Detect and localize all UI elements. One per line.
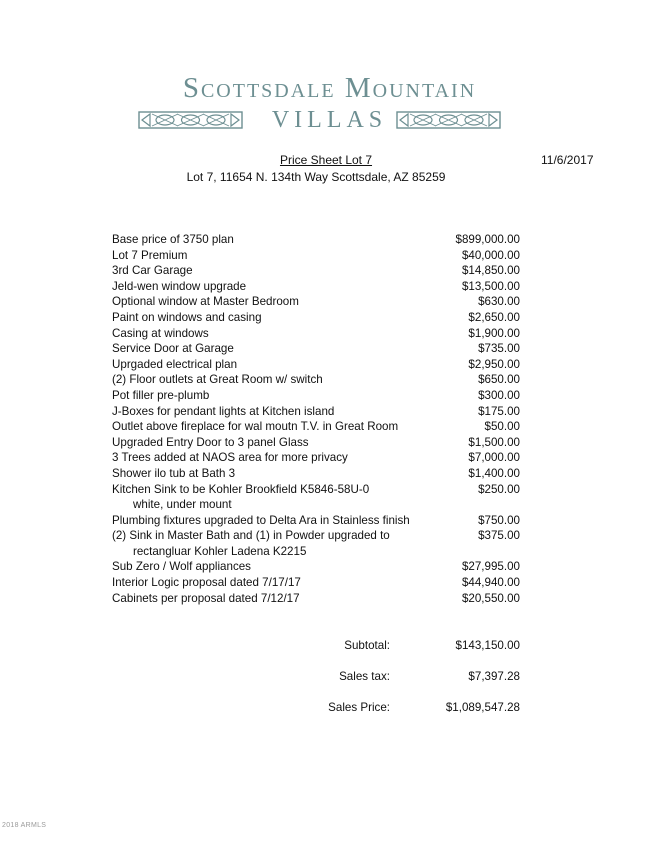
item-label: Paint on windows and casing [112,310,262,324]
item-amount: $735.00 [478,342,520,356]
item-amount: $250.00 [478,482,520,496]
total-row [290,701,520,716]
ornament-right-icon [396,111,501,129]
item-label: 3rd Car Garage [112,264,193,278]
item-label: Outlet above fireplace for wal moutn T.V. in Great Room [112,420,399,434]
item-amount: $1,500.00 [468,435,520,449]
item-amount: $13,500.00 [461,279,520,293]
price-item-row [112,357,520,373]
price-item-row [112,310,520,326]
item-label: Uprgaded electrical plan [112,357,238,371]
price-item-row [112,232,520,248]
price-item-row [112,528,520,559]
item-label: Shower ilo tub at Bath 3 [112,466,236,480]
price-item-row [112,294,520,310]
price-item-row [112,435,520,451]
logo-title: Scottsdale Mountain [182,72,477,104]
item-amount: $650.00 [478,373,520,387]
item-label: Plumbing fixtures upgraded to Delta Ara in Stainless finish [112,513,410,527]
logo-villas: VILLAS [271,107,388,133]
item-amount: $44,940.00 [461,576,520,590]
item-label: Lot 7 Premium [112,248,188,262]
item-amount: $1,900.00 [468,326,520,340]
item-amount: $1,400.00 [468,466,520,480]
item-label: Cabinets per proposal dated 7/12/17 [112,591,300,605]
item-label-continued: white, under mount [133,498,232,512]
logo-subtitle-row [0,106,659,136]
price-item-row [112,575,520,591]
price-item-row [112,326,520,342]
price-item-row [112,341,520,357]
sheet-date: 11/6/2017 [541,153,594,167]
price-item-row [112,450,520,466]
item-amount: $899,000.00 [455,233,520,246]
total-label: Sales Price: [328,701,390,714]
item-label: (2) Floor outlets at Great Room w/ switch [112,373,323,387]
price-item-row [112,388,520,404]
item-label: (2) Sink in Master Bath and (1) in Powder upgraded to [112,529,390,543]
total-row [290,639,520,654]
price-items-list [112,232,520,606]
price-item-row [112,263,520,279]
item-label: Upgraded Entry Door to 3 panel Glass [112,435,309,449]
item-label: Service Door at Garage [112,342,234,356]
item-label-continued: rectangluar Kohler Ladena K2215 [133,544,307,558]
item-label: Jeld-wen window upgrade [112,279,247,293]
price-item-row [112,466,520,482]
price-item-row [112,279,520,295]
item-amount: $50.00 [484,420,520,434]
item-amount: $375.00 [478,529,520,543]
item-label: Pot filler pre-plumb [112,388,210,402]
item-label: 3 Trees added at NAOS area for more privacy [112,451,348,465]
item-amount: $40,000.00 [461,248,520,262]
item-label: Interior Logic proposal dated 7/17/17 [112,576,301,590]
item-amount: $20,550.00 [461,591,520,605]
item-label: J-Boxes for pendant lights at Kitchen island [112,404,335,418]
watermark-text: 2018 ARMLS [2,822,47,829]
item-amount: $14,850.00 [461,264,520,278]
item-amount: $7,000.00 [468,451,520,465]
item-amount: $630.00 [478,295,520,309]
total-value: $1,089,547.28 [445,701,520,714]
totals-block [290,639,520,732]
item-label: Casing at windows [112,326,209,340]
item-amount: $175.00 [478,404,520,418]
price-item-row [112,248,520,264]
price-sheet-title: Price Sheet Lot 7 [279,153,373,167]
total-value: $7,397.28 [468,670,520,683]
lot-address: Lot 7, 11654 N. 134th Way Scottsdale, AZ 85259 [186,170,446,184]
price-item-row [112,513,520,529]
price-item-row [112,372,520,388]
item-amount: $750.00 [478,513,520,527]
price-item-row [112,559,520,575]
total-row [290,670,520,685]
item-amount: $2,650.00 [468,310,520,324]
total-label: Subtotal: [344,639,390,652]
price-item-row [112,404,520,420]
item-amount: $2,950.00 [468,357,520,371]
item-label: Sub Zero / Wolf appliances [112,560,251,574]
total-value: $143,150.00 [455,639,520,652]
price-item-row [112,482,520,513]
item-label: Base price of 3750 plan [112,233,234,246]
logo [0,72,659,136]
total-label: Sales tax: [339,670,390,683]
item-amount: $27,995.00 [461,560,520,574]
price-item-row [112,419,520,435]
item-label: Kitchen Sink to be Kohler Brookfield K5846-58U-0 [112,482,370,496]
item-amount: $300.00 [478,388,520,402]
item-label: Optional window at Master Bedroom [112,295,299,309]
price-item-row [112,591,520,607]
